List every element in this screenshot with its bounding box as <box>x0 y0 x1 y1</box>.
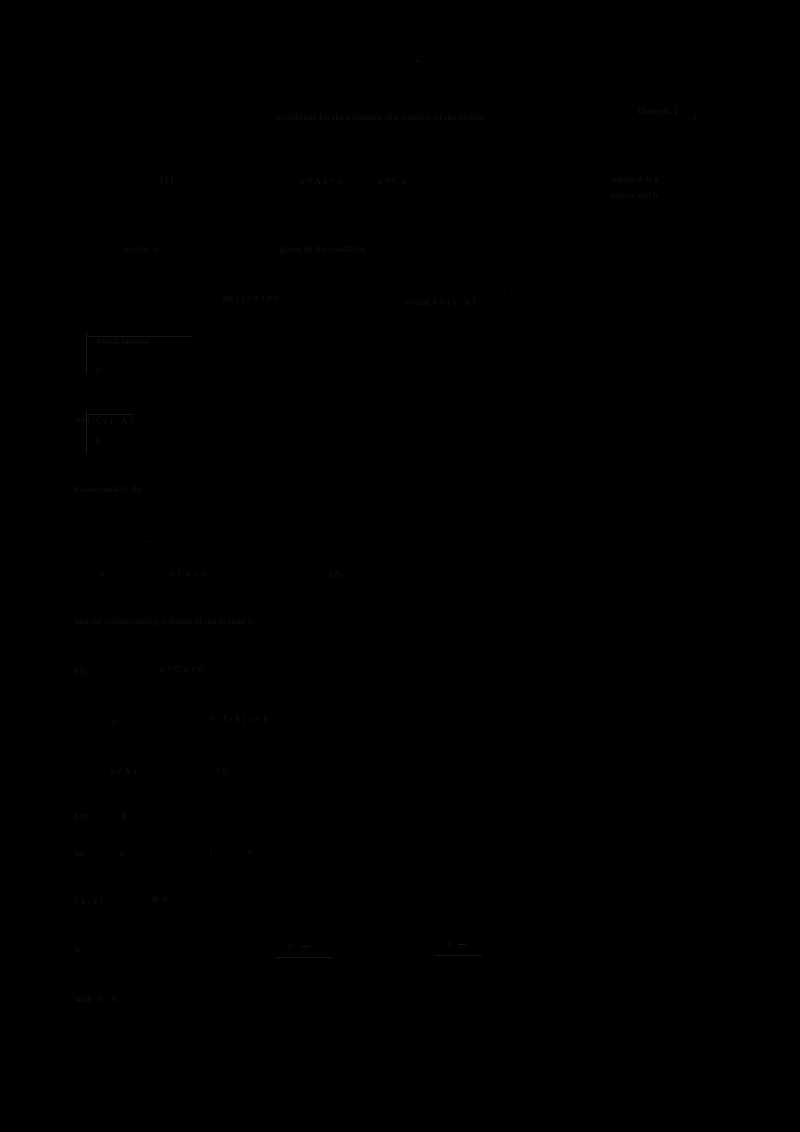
fraction-1-left: 1 - a <box>278 941 293 950</box>
fraction-2-left: 1 - b <box>437 939 452 948</box>
page-marker: * <box>415 58 420 68</box>
n-symbol: n <box>75 944 80 954</box>
fraction-2-bar <box>434 955 482 956</box>
membership-expression: ∈ R <box>152 894 169 904</box>
ordered-pair: ( x , y ) <box>75 896 104 906</box>
conjunction-text: and <box>76 414 90 424</box>
fraction-1-bar <box>275 957 333 958</box>
side-note-line-1: where A is a <box>612 174 659 184</box>
equation-3-body: y = C x + d <box>160 664 204 674</box>
let-keyword: Let <box>75 811 88 821</box>
fraction-2 <box>458 936 466 954</box>
article-a: a <box>120 848 125 858</box>
bracket-left-1 <box>86 332 87 374</box>
dimension-n: n <box>248 846 253 856</box>
closing-condition: with α > 0 . <box>75 994 122 1004</box>
equation-2-rhs: = C x + d , <box>170 569 211 579</box>
fraction-1 <box>302 938 310 956</box>
b-term: b . <box>96 436 106 446</box>
fraction-2-denominator: n <box>460 944 464 954</box>
side-note-line-2: matrix and b <box>610 190 658 200</box>
overline-marker: — <box>145 536 153 545</box>
y-expression-1: y = <box>96 364 109 374</box>
identity-expression: = ( I - A ) x + b <box>210 714 269 724</box>
equation-3-label: (3) <box>75 666 87 676</box>
be-keyword: be <box>75 848 84 858</box>
theorem-label: Theorem 2 <box>637 106 679 116</box>
c-inverse-expression: C ( I - A ) <box>96 416 133 426</box>
determinant-condition: det ( I - A ) ≠ 0 , <box>222 293 284 303</box>
solution-expression: so that x = ( I - A ) <box>405 297 476 307</box>
x-equation: x = A x <box>110 766 138 776</box>
theorem-number: .1 <box>690 112 698 122</box>
equation-2-lhs: x <box>100 569 105 579</box>
fraction-1-numerator: 1 <box>304 937 308 946</box>
equation-1-rhs: y = C x <box>378 176 407 186</box>
fraction-1-denominator: n <box>304 946 308 956</box>
norm-bar: | <box>210 846 213 856</box>
x-equation-tail: + b . <box>215 766 233 776</box>
body-text-2: given by the condition <box>280 244 366 254</box>
heading-text: conditions for the existence of a solution of the system <box>277 112 485 122</box>
y-symbol: y <box>112 716 117 726</box>
consequently-text: Consequently, the <box>75 484 143 494</box>
fraction-2-numerator: 1 <box>460 935 464 944</box>
matrix-a-symbol: A <box>120 811 127 821</box>
bracket-top-2 <box>88 414 134 415</box>
equation-1-lhs: x = A x + b , <box>300 176 348 186</box>
equation-1-label: (1) <box>160 174 174 186</box>
implication-text: which implies <box>96 336 150 346</box>
body-text-1: vector, is <box>124 244 159 254</box>
body-text-3: and the corresponding solution of the system is <box>75 616 255 626</box>
inverse-exponent: -1 <box>500 291 507 300</box>
equation-2-label: (2) <box>330 569 342 579</box>
